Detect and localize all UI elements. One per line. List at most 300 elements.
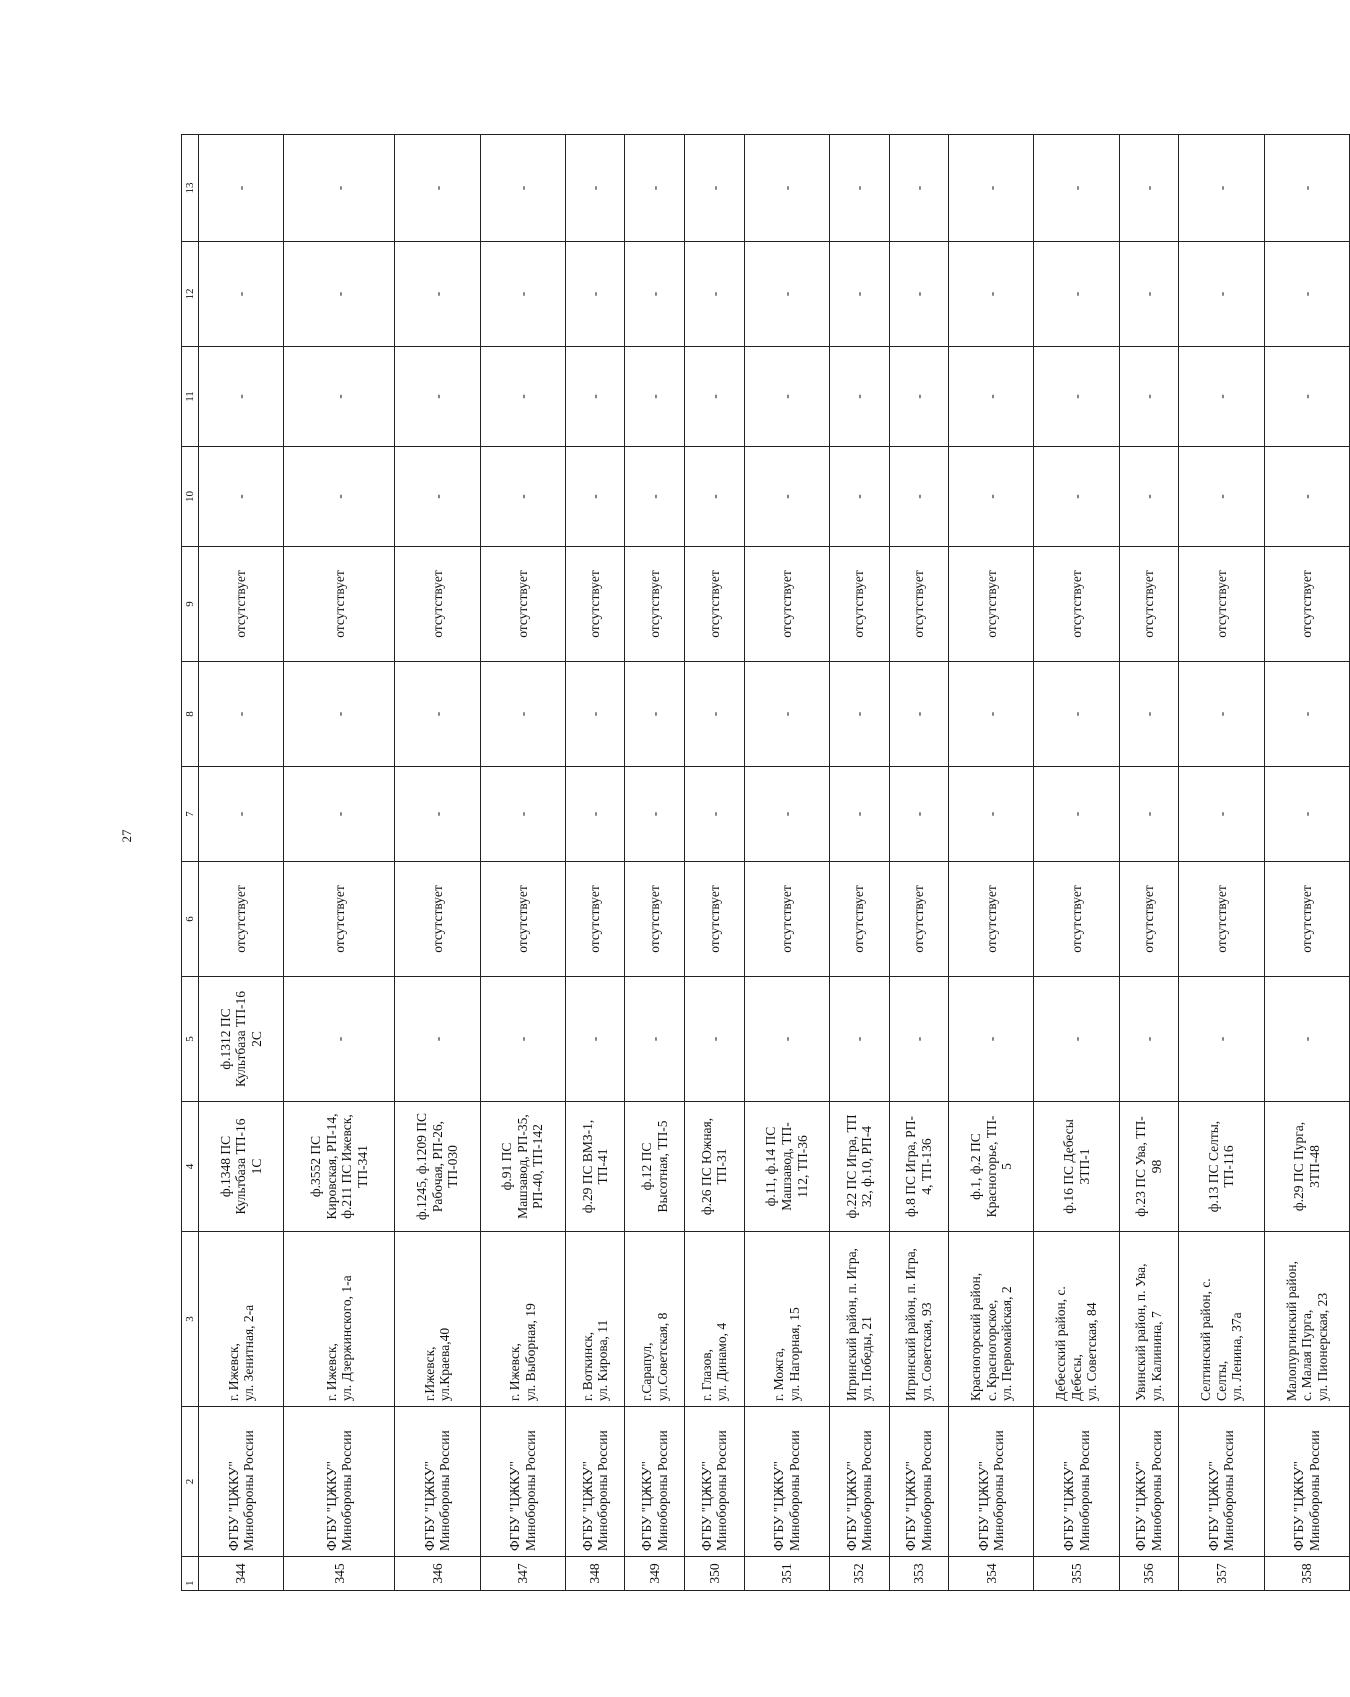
cell-line: ул. Калинина, 7 [1148,1311,1164,1401]
col-8-value: - [1034,662,1119,767]
table-row [1179,135,1264,1591]
address [889,1232,949,1407]
cell-line: - [911,1036,927,1042]
power-source-2 [1264,977,1349,1102]
cell-line: г.Сарапул, [639,1342,655,1401]
power-source-2 [1119,977,1179,1102]
col-11-value: - [889,347,949,447]
table-row [1034,135,1119,1591]
cell-line: Минобороны России [1306,1430,1322,1551]
col-7-value: - [1179,767,1264,862]
cell-line: ул. Зенитная, 2-а [241,1304,257,1401]
power-source-1 [1179,1102,1264,1232]
row-number: 344 [199,1557,284,1591]
col-12-value: - [1119,242,1179,347]
power-source-2 [625,977,685,1102]
col-10-value: - [625,447,685,547]
col-13-value: - [395,135,480,242]
col-13-value: - [199,135,284,242]
col-8-value: - [395,662,480,767]
cell-line: ф.1348 ПС [217,1135,233,1198]
cell-line: ФГБУ "ЦЖКУ" [1061,1461,1077,1551]
row-number: 346 [395,1557,480,1591]
power-source-1 [744,1102,829,1232]
address [685,1232,745,1407]
cell-line: Красногорье, ТП- [983,1115,999,1218]
cell-line: ф.1245, ф.1209 ПС [414,1112,430,1221]
row-number: 347 [480,1557,565,1591]
cell-line: Игринский район, п. Игра, [843,1248,859,1401]
cell-line: ул. Пионерская, 23 [1314,1292,1330,1401]
col-13-value: - [480,135,565,242]
address [625,1232,685,1407]
column-number: 3 [182,1232,199,1407]
owner [565,1407,625,1557]
column-number: 9 [182,547,199,662]
power-source-1 [480,1102,565,1232]
row-number: 353 [889,1557,949,1591]
owner [889,1407,949,1557]
col-9-value: отсутствует [625,547,685,662]
col-11-value: - [1264,347,1349,447]
cell-line: ф.26 ПС Южная, [698,1117,714,1216]
col-13-value: - [829,135,889,242]
col-9-value: отсутствует [1179,547,1264,662]
address [480,1232,565,1407]
power-source-1 [889,1102,949,1232]
column-number: 8 [182,662,199,767]
row-number: 349 [625,1557,685,1591]
cell-line: ул. Советская, 93 [918,1302,934,1401]
power-source-1 [685,1102,745,1232]
cell-line: ф.91 ПС [499,1142,515,1191]
cell-line: ФГБУ "ЦЖКУ" [1133,1461,1149,1551]
col-8-value: - [1179,662,1264,767]
col-12-value: - [1179,242,1264,347]
cell-line: 4, ТП-136 [918,1138,934,1195]
table-row [685,135,745,1591]
cell-line: 3ТП-48 [1306,1145,1322,1188]
cell-line: ул. Выборная, 19 [522,1303,538,1401]
address [744,1232,829,1407]
cell-line: ф.29 ПС Пурга, [1291,1121,1307,1212]
cell-line: 112, ТП-36 [794,1135,810,1198]
col-11-value: - [565,347,625,447]
owner [1264,1407,1349,1557]
cell-line: Культбаза ТП-16 [233,1118,249,1215]
cell-line: ф.16 ПС Дебесы [1061,1119,1077,1214]
rotated-table-container [181,135,1350,1591]
address [199,1232,284,1407]
col-12-value: - [889,242,949,347]
power-source-1 [1264,1102,1349,1232]
power-source-2 [395,977,480,1102]
power-source-1 [949,1102,1034,1232]
col-13-value: - [1034,135,1119,242]
col-11-value: - [199,347,284,447]
column-number: 13 [182,135,199,242]
table-row [395,135,480,1591]
col-11-value: - [685,347,745,447]
col-6-value: отсутствует [565,862,625,977]
table-row [829,135,889,1591]
table-row [199,135,284,1591]
cell-line: - [1068,1036,1084,1042]
cell-line: ул. Динамо, 4 [714,1322,730,1401]
power-source-2 [284,977,395,1102]
cell-line: ул. Победы, 21 [859,1316,875,1401]
cell-line: - [429,1036,445,1042]
table-row [565,135,625,1591]
cell-line: ф.29 ПС ВМЗ-1, [579,1119,595,1214]
owner [949,1407,1034,1557]
cell-line: ФГБУ "ЦЖКУ" [323,1461,339,1551]
cell-line: ФГБУ "ЦЖКУ" [1291,1461,1307,1551]
col-12-value: - [949,242,1034,347]
column-number: 2 [182,1407,199,1557]
col-6-value: отсутствует [395,862,480,977]
address [284,1232,395,1407]
col-6-value: отсутствует [1179,862,1264,977]
col-8-value: - [565,662,625,767]
power-source-2 [480,977,565,1102]
col-6-value: отсутствует [685,862,745,977]
col-7-value: - [1034,767,1119,862]
cell-line: - [706,1036,722,1042]
col-8-value: - [1264,662,1349,767]
cell-line: - [1141,1036,1157,1042]
cell-line: ул. Дзержинского, 1-а [339,1275,355,1401]
col-10-value: - [889,447,949,547]
cell-line: ул. Ленина, 37а [1229,1312,1245,1401]
col-7-value: - [685,767,745,862]
cell-line: РП-40, ТП-142 [530,1124,546,1209]
table-row [889,135,949,1591]
col-12-value: - [1264,242,1349,347]
col-8-value: - [889,662,949,767]
address [1179,1232,1264,1407]
cell-line: Машзавод, РП-35, [514,1114,530,1219]
cell-line: ФГБУ "ЦЖКУ" [698,1461,714,1551]
owner [625,1407,685,1557]
owner [284,1407,395,1557]
cell-line: 2С [248,1031,264,1047]
cell-line: ФГБУ "ЦЖКУ" [639,1461,655,1551]
col-12-value: - [744,242,829,347]
col-9-value: отсутствует [1264,547,1349,662]
address [1119,1232,1179,1407]
col-13-value: - [744,135,829,242]
power-source-2 [1034,977,1119,1102]
cell-line: Минобороны России [654,1430,670,1551]
column-number: 11 [182,347,199,447]
row-number: 357 [1179,1557,1264,1591]
cell-line: - [514,1036,530,1042]
cell-line: ф.3552 ПС [308,1135,324,1198]
cell-line: - [646,1036,662,1042]
cell-line: 3ТП-1 [1076,1148,1092,1185]
col-11-value: - [1179,347,1264,447]
cell-line: г. Воткинск, [579,1331,595,1401]
cell-line: - [1299,1036,1315,1042]
col-9-value: отсутствует [1034,547,1119,662]
page-number: 27 [119,829,134,843]
col-13-value: - [1119,135,1179,242]
col-6-value: отсутствует [284,862,395,977]
row-number: 350 [685,1557,745,1591]
address [395,1232,480,1407]
column-number: 5 [182,977,199,1102]
col-11-value: - [829,347,889,447]
cell-line: Селтинский район, с. Селты, [1198,1278,1229,1401]
cell-line: ФГБУ "ЦЖКУ" [1205,1461,1221,1551]
col-9-value: отсутствует [1119,547,1179,662]
row-number: 358 [1264,1557,1349,1591]
col-9-value: отсутствует [949,547,1034,662]
owner [395,1407,480,1557]
col-10-value: - [1179,447,1264,547]
col-11-value: - [480,347,565,447]
cell-line: г.Ижевск, [421,1346,437,1401]
cell-line: ф.12 ПС [639,1142,655,1191]
col-8-value: - [685,662,745,767]
cell-line: Минобороны России [241,1430,257,1551]
cell-line: ф.1, ф.2 ПС [967,1133,983,1200]
col-11-value: - [949,347,1034,447]
column-number: 6 [182,862,199,977]
col-9-value: отсутствует [744,547,829,662]
cell-line: 1С [248,1158,264,1175]
col-8-value: - [949,662,1034,767]
power-source-1 [199,1102,284,1232]
cell-line: ФГБУ "ЦЖКУ" [771,1461,787,1551]
cell-line: Минобороны России [786,1430,802,1551]
col-6-value: отсутствует [1034,862,1119,977]
col-13-value: - [949,135,1034,242]
col-6-value: отсутствует [744,862,829,977]
col-9-value: отсутствует [565,547,625,662]
col-9-value: отсутствует [889,547,949,662]
col-7-value: - [744,767,829,862]
row-number: 355 [1034,1557,1119,1591]
col-10-value: - [395,447,480,547]
col-12-value: - [395,242,480,347]
col-13-value: - [685,135,745,242]
column-number: 10 [182,447,199,547]
power-source-2 [829,977,889,1102]
cell-line: 5 [999,1163,1015,1170]
col-11-value: - [625,347,685,447]
table-row [284,135,395,1591]
col-11-value: - [395,347,480,447]
owner [829,1407,889,1557]
cell-line: Дебесский район, с. Дебесы, [1053,1286,1084,1401]
col-9-value: отсутствует [199,547,284,662]
cell-line: Минобороны России [437,1430,453,1551]
cell-line: г. Глазов, [698,1348,714,1401]
power-source-1 [1034,1102,1119,1232]
cell-line: ф.13 ПС Селты, [1205,1120,1221,1213]
column-number: 7 [182,767,199,862]
col-12-value: - [685,242,745,347]
cell-line: Красногорский район, [967,1272,983,1401]
col-7-value: - [199,767,284,862]
col-13-value: - [284,135,395,242]
row-number: 348 [565,1557,625,1591]
col-8-value: - [625,662,685,767]
col-8-value: - [1119,662,1179,767]
cell-line: 32, ф.10, РП-4 [859,1125,875,1208]
owner [685,1407,745,1557]
col-12-value: - [625,242,685,347]
col-7-value: - [284,767,395,862]
cell-line: - [331,1036,347,1042]
col-12-value: - [565,242,625,347]
col-7-value: - [889,767,949,862]
col-6-value: отсутствует [480,862,565,977]
owner [1179,1407,1264,1557]
power-source-2 [565,977,625,1102]
cell-line: ул. Первомайская, 2 [999,1286,1015,1401]
col-13-value: - [889,135,949,242]
row-number: 345 [284,1557,395,1591]
cell-line: ул.Советская, 8 [654,1312,670,1401]
cell-line: - [779,1036,794,1042]
address [1034,1232,1119,1407]
cell-line: Минобороны России [339,1430,355,1551]
col-10-value: - [480,447,565,547]
cell-line: ФГБУ "ЦЖКУ" [975,1461,991,1551]
col-7-value: - [480,767,565,862]
col-10-value: - [744,447,829,547]
power-source-2 [744,977,829,1102]
power-source-2 [1179,977,1264,1102]
cell-line: Минобороны России [714,1430,730,1551]
col-6-value: отсутствует [625,862,685,977]
cell-line: Минобороны России [859,1430,875,1551]
cell-line: г. Ижевск, [323,1343,339,1401]
cell-line: ФГБУ "ЦЖКУ" [225,1461,241,1551]
col-6-value: отсутствует [199,862,284,977]
cell-line: Увинский район, п. Ува, [1133,1263,1149,1401]
col-10-value: - [199,447,284,547]
cell-line: г. Ижевск, [225,1343,241,1401]
table-row [1264,135,1349,1591]
cell-line: с. Малая Пурга, [1299,1309,1315,1401]
cell-line: ул.Краева,40 [437,1327,453,1401]
col-11-value: - [1119,347,1179,447]
cell-line: ТП-116 [1221,1145,1237,1188]
cell-line: г. Ижевск, [507,1343,523,1401]
power-source-1 [625,1102,685,1232]
col-8-value: - [199,662,284,767]
cell-line: - [851,1036,867,1042]
cell-line: Минобороны России [1076,1430,1092,1551]
col-10-value: - [685,447,745,547]
col-12-value: - [1034,242,1119,347]
col-11-value: - [284,347,395,447]
col-7-value: - [625,767,685,862]
col-11-value: - [1034,347,1119,447]
cell-line: Минобороны России [595,1430,611,1551]
col-12-value: - [480,242,565,347]
cell-line: Высотная, ТП-5 [654,1120,670,1213]
col-10-value: - [1264,447,1349,547]
col-13-value: - [1179,135,1264,242]
cell-line: ФГБУ "ЦЖКУ" [843,1461,859,1551]
power-source-2 [199,977,284,1102]
address [565,1232,625,1407]
col-9-value: отсутствует [395,547,480,662]
col-12-value: - [199,242,284,347]
address [1264,1232,1349,1407]
col-10-value: - [829,447,889,547]
col-10-value: - [284,447,395,547]
row-number: 352 [829,1557,889,1591]
row-number: 351 [744,1557,829,1591]
owner [744,1407,829,1557]
col-6-value: отсутствует [889,862,949,977]
col-10-value: - [1034,447,1119,547]
cell-line: Кировская, РП-14, [323,1113,339,1220]
cell-line: ТП-030 [445,1145,461,1188]
cell-line: ТП-341 [354,1145,370,1188]
cell-line: Рабочая, РП-26, [429,1120,445,1213]
cell-line: 98 [1148,1159,1164,1174]
cell-line: Культбаза ТП-16 [233,991,249,1087]
col-9-value: отсутствует [480,547,565,662]
cell-line: ф.23 ПС Ува, ТП- [1133,1116,1149,1217]
col-7-value: - [1264,767,1349,862]
col-6-value: отсутствует [1119,862,1179,977]
col-10-value: - [1119,447,1179,547]
cell-line: Минобороны России [1221,1430,1237,1551]
table-row [1119,135,1179,1591]
cell-line: - [587,1036,603,1042]
col-12-value: - [284,242,395,347]
cell-line: ТП-31 [714,1148,730,1185]
power-source-1 [565,1102,625,1232]
cell-line: - [1213,1036,1229,1042]
col-13-value: - [625,135,685,242]
table-row [744,135,829,1591]
power-source-1 [1119,1102,1179,1232]
cell-line: ул. Нагорная, 15 [786,1307,802,1401]
power-source-1 [829,1102,889,1232]
col-13-value: - [565,135,625,242]
owner [1034,1407,1119,1557]
cell-line: с. Красногорское, [983,1299,999,1401]
cell-line: ФГБУ "ЦЖКУ" [903,1461,919,1551]
col-10-value: - [949,447,1034,547]
col-7-value: - [565,767,625,862]
cell-line: ФГБУ "ЦЖКУ" [507,1461,523,1551]
col-6-value: отсутствует [1264,862,1349,977]
column-number: 12 [182,242,199,347]
table-row [625,135,685,1591]
cell-line: ФГБУ "ЦЖКУ" [579,1461,595,1551]
col-7-value: - [949,767,1034,862]
cell-line: ул. Кирова, 11 [595,1319,611,1401]
col-10-value: - [565,447,625,547]
col-8-value: - [744,662,829,767]
table-row [949,135,1034,1591]
cell-line: Минобороны России [918,1430,934,1551]
facilities-table [181,134,1350,1591]
col-8-value: - [480,662,565,767]
cell-line: - [983,1036,999,1042]
owner [1119,1407,1179,1557]
